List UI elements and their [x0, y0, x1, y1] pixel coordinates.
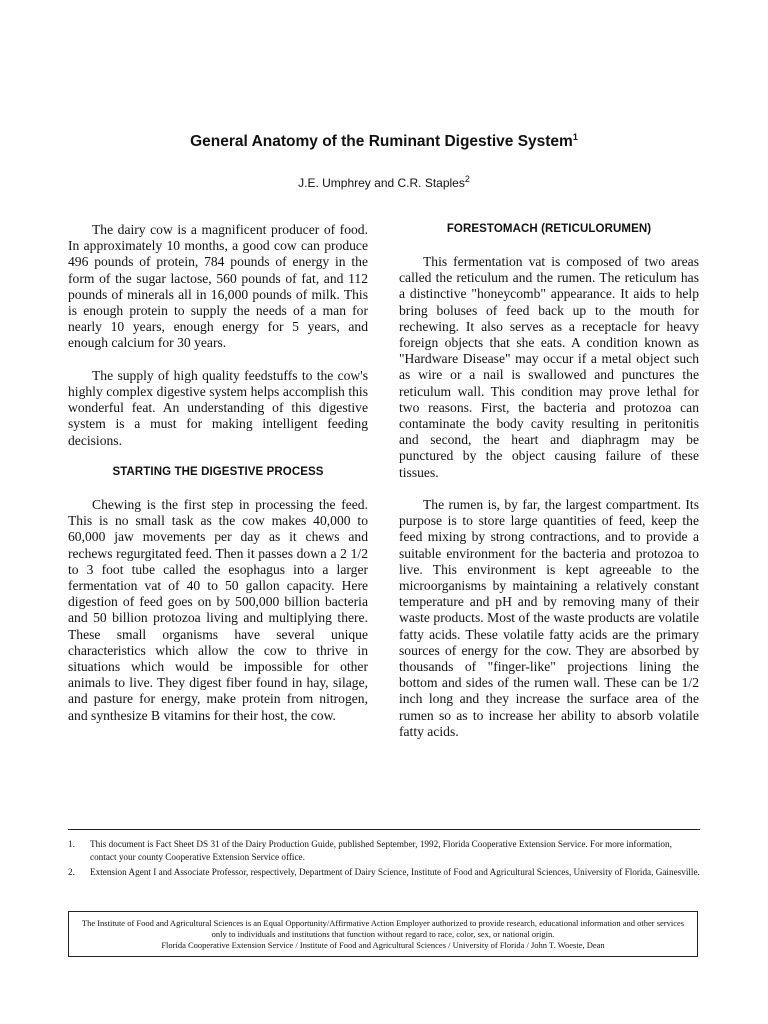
title-text: General Anatomy of the Ruminant Digestive System [190, 133, 573, 150]
footnote-number: 2. [68, 867, 75, 877]
authors-text: J.E. Umphrey and C.R. Staples [298, 176, 465, 190]
footnotes [68, 838, 700, 882]
left-column [68, 222, 368, 740]
reticulum-paragraph: This fermentation vat is composed of two areas called the reticulum and the rumen. The reticulum has a distinctive "honeycomb" appearance. It aids to help bring boluses of feed back up to the mouth for rechewing. It also serves as a receptacle for heavy foreign objects that she eats. A condition known as "Hardware Disease" may occur if a metal object such as wire or a nail is swallowed and punctures the reticulum wall. This condition may prove lethal for two reasons. First, the bacteria and protozoa can contaminate the body cavity resulting in peritonitis and second, the heart and diaphragm may be punctured by the object causing failure of these tissues. [399, 254, 699, 480]
intro-paragraph: The dairy cow is a magnificent producer of food. In approximately 10 months, a good cow can produce 496 pounds of protein, 784 pounds of energy in the form of the sugar lactose, 560 pounds of fat, and 112 pounds of minerals all in 16,000 pounds of milk. This is enough protein to supply the needs of a man for nearly 10 years, enough energy for 5 years, and enough calcium for 30 years. [68, 222, 368, 351]
equal-opportunity-disclaimer-box [68, 911, 698, 957]
feedstuffs-paragraph: The supply of high quality feedstuffs to the cow's highly complex digestive system helps accomplish this wonderful feat. An understanding of this digestive system is a must for making intelligent feeding decisions. [68, 367, 368, 448]
footnote-text: This document is Fact Sheet DS 31 of the Dairy Production Guide, published September, 1992, Florida Cooperative Extension Service. For more information, contact your county Cooperative Extension Service office. [90, 839, 672, 862]
authors-footnote-marker: 2 [464, 174, 470, 184]
footnote-divider [68, 829, 700, 830]
footnote-item [68, 866, 700, 879]
footnote-text: Extension Agent I and Associate Professor, respectively, Department of Dairy Science, Institute of Food and Agricultural Sciences, University of Florida, Gainesville. [90, 867, 700, 877]
disclaimer-credit-line: Florida Cooperative Extension Service / Institute of Food and Agricultural Sciences / University of Florida / John T. Woeste, Dean [161, 940, 605, 951]
footnote-number: 1. [68, 839, 75, 849]
footnote-item [68, 838, 700, 863]
title-footnote-marker: 1 [572, 131, 578, 142]
document-title [0, 133, 768, 151]
authors-line [0, 176, 768, 190]
section-heading-forestomach: FORESTOMACH (RETICULORUMEN) [446, 223, 652, 235]
right-column [399, 222, 699, 756]
disclaimer-statement: The Institute of Food and Agricultural Sciences is an Equal Opportunity/Affirmative Action Employer authorized to provide research, educational information and other services only to individuals and institutions that function without regard to race, color, sex, or national origin. [81, 918, 685, 940]
chewing-paragraph: Chewing is the first step in processing the feed. This is no small task as the cow makes 40,000 to 60,000 jaw movements per day as it chews and rechews regurgitated feed. Then it passes down a 2 1/2 to 3 foot tube called the esophagus into a larger fermentation vat of 40 to 50 gallon capacity. Here digestion of feed goes on by 500,000 billion bacteria and 50 billion protozoa living and multiplying there. These small organisms have several unique characteristics which allow the cow to thrive in situations which would be impossible for other animals to live. They digest fiber found in hay, silage, and pasture for energy, make protein from nitrogen, and synthesize B vitamins for their host, the cow. [68, 497, 368, 723]
section-heading-starting-digestive-process: STARTING THE DIGESTIVE PROCESS [112, 466, 324, 479]
rumen-paragraph: The rumen is, by far, the largest compartment. Its purpose is to store large quantities of feed, keep the feed mixing by strong contractions, and to provide a suitable environment for the bacteria and protozoa to live. This environment is kept agreeable to the microorganisms by maintaining a relatively constant temperature and pH and by removing many of their waste products. Most of the waste products are volatile fatty acids. These volatile fatty acids are the primary sources of energy for the cow. They are absorbed by thousands of "finger-like" projections lining the bottom and sides of the rumen wall. These can be 1/2 inch long and they increase the surface area of the rumen so as to increase her ability to absorb volatile fatty acids. [399, 497, 699, 739]
